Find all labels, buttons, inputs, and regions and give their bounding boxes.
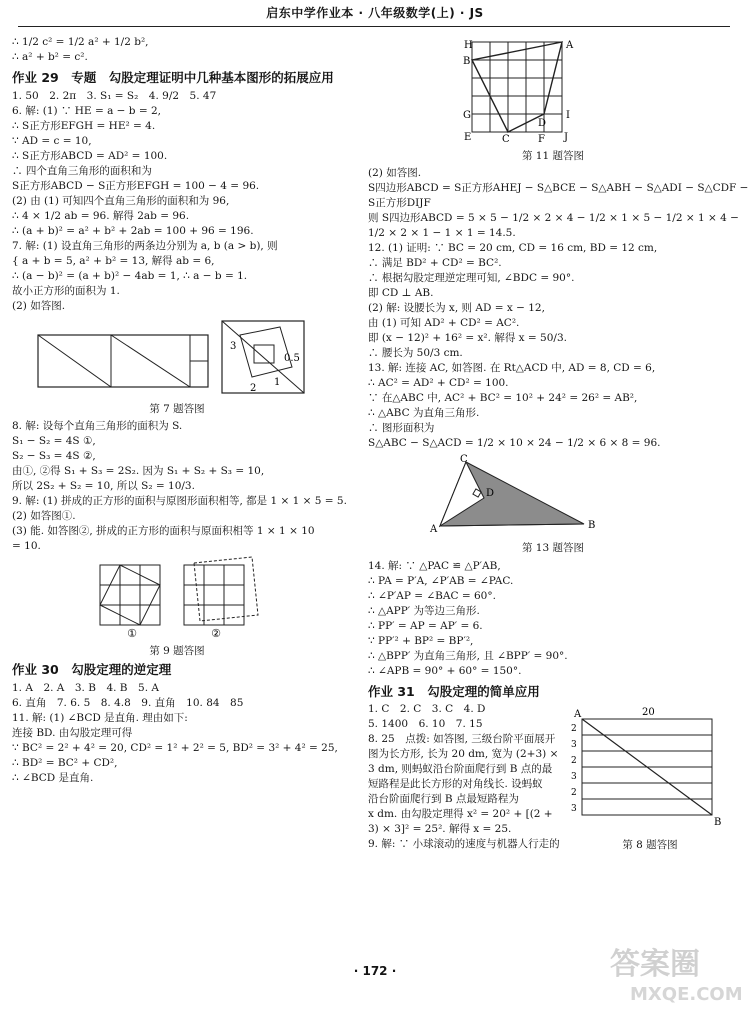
fig11-label: F [538, 134, 545, 144]
text-line: 1/2 × 2 × 1 − 1 × 1 = 14.5. [368, 227, 516, 240]
text-line: ∴ 图形面积为 [368, 422, 435, 435]
fig9-mark-2: ② [211, 626, 221, 639]
text-line: ∴ (a − b)² = (a + b)² − 4ab = 1, ∴ a − b = 1. [12, 269, 248, 282]
fig13-label: A [430, 524, 438, 536]
text-line: ∴ △APP′ 为等边三角形. [368, 604, 480, 617]
text-line: ∴ ∠P′AP = ∠BAC = 60°. [368, 589, 496, 602]
text-line: x dm. 由勾股定理得 x² = 20² + [(2 + [368, 808, 553, 821]
watermark-url: MXQE.COM [630, 984, 743, 1005]
figure-13 [368, 452, 738, 536]
fig8-label: B [714, 817, 722, 829]
text-line: 5. 1400 6. 10 7. 15 [368, 718, 483, 731]
text-line: 3) × 3]² = 25². 解得 x = 25. [368, 823, 512, 836]
text-line: ∴ PA = P′A, ∠P′AB = ∠PAC. [368, 574, 514, 587]
left-column [12, 36, 347, 787]
text-line: S正方形ABCD − S正方形EFGH = 100 − 4 = 96. [12, 179, 260, 192]
text-line: ∵ 在△ABC 中, AC² + BC² = 10² + 24² = 26² = AB², [368, 392, 638, 405]
text-line: 1. 50 2. 2π 3. S₁ = S₂ 4. 9/2 5. 47 [12, 89, 217, 102]
text-line: 故小正方形的面积为 1. [12, 284, 120, 297]
fig11-label: B [463, 56, 471, 67]
text-line: S₂ − S₃ = 4S ②, [12, 449, 96, 462]
text-line: 7. 解: (1) 设直角三角形的两条边分别为 a, b (a > b), 则 [12, 239, 278, 252]
text-line: 14. 解: ∵ △PAC ≌ △P′AB, [368, 559, 501, 572]
hw31-title: 作业 31 勾股定理的简单应用 [368, 683, 540, 699]
text-line: ∴ △BPP′ 为直角三角形, 且 ∠BPP′ = 90°. [368, 649, 568, 662]
text-line: (2) 如答图. [368, 167, 422, 180]
text-line: ∴ S正方形ABCD = AD² = 100. [12, 149, 168, 162]
text-line: 即 (x − 12)² + 16² = x². 解得 x = 50/3. [368, 332, 567, 345]
text-line: S△ABC − S△ACD = 1/2 × 10 × 24 − 1/2 × 6 × 8 = 96. [368, 437, 661, 450]
text-line: 沿台阶面爬行到 B 点最短路程为 [368, 793, 519, 806]
text-line: ∴ 四个直角三角形的面积和为 [12, 164, 152, 177]
text-line: 所以 2S₂ + S₂ = 10, 所以 S₂ = 10/3. [12, 479, 195, 492]
fig11-label: I [566, 110, 570, 121]
fig11-label: G [463, 110, 471, 121]
fig7-label: 1 [274, 376, 281, 388]
text-line: ∴ S正方形EFGH = HE² = 4. [12, 119, 156, 132]
page-number: · 172 · [353, 964, 397, 978]
text-line: S₁ − S₂ = 4S ①, [12, 434, 96, 447]
figure-9 [12, 555, 342, 639]
fig8-label: 3 [571, 772, 577, 783]
text-line: ∵ PP′² + BP² = BP′², [368, 634, 474, 647]
fig8-label: 3 [571, 740, 577, 751]
text-line: 即 CD ⊥ AB. [368, 287, 434, 300]
text-line: 1. A 2. A 3. B 4. B 5. A [12, 681, 159, 694]
fig11-label: E [464, 132, 472, 143]
text-line: S正方形DIJF [368, 197, 431, 210]
text-line: ∴ 4 × 1/2 ab = 96. 解得 2ab = 96. [12, 209, 190, 222]
text-line: ∴ ∠APB = 90° + 60° = 150°. [368, 664, 522, 677]
fig8-label: 2 [571, 724, 577, 735]
fig7-label: 2 [250, 382, 257, 394]
text-line: 由①, ②得 S₁ + S₃ = 2S₂. 因为 S₁ + S₂ + S₃ = 10, [12, 464, 265, 477]
text-line: ∴ △ABC 为直角三角形. [368, 407, 480, 420]
figure-7 [12, 315, 342, 397]
text-line: (2) 如答图①. [12, 509, 76, 522]
text-line: 短路程是此长方形的对角线长. 设蚂蚁 [368, 778, 543, 791]
fig13-label: B [588, 520, 596, 532]
text-line: (2) 由 (1) 可知四个直角三角形的面积和为 96, [12, 194, 230, 207]
text-line: ∴ a² + b² = c². [12, 51, 88, 63]
text-line: 6. 解: (1) ∵ HE = a − b = 2, [12, 104, 162, 117]
text-line: ∴ ∠BCD 是直角. [12, 771, 94, 784]
page-header: 启东中学作业本 · 八年级数学(上) · JS [266, 6, 484, 20]
fig8-caption: 第 8 题答图 [622, 839, 678, 852]
text-line: 8. 解: 设每个直角三角形的面积为 S. [12, 419, 183, 432]
fig11-caption: 第 11 题答图 [521, 150, 585, 163]
fig7-label: 0.5 [284, 352, 300, 364]
text-line: ∵ BC² = 2² + 4² = 20, CD² = 1² + 2² = 5, BD² = 3² + 4² = 25, [12, 741, 338, 754]
text-line: ∴ 1/2 c² = 1/2 a² + 1/2 b², [12, 36, 149, 48]
fig7-label: 3 [230, 340, 237, 352]
fig9-mark-1: ① [127, 626, 137, 639]
text-line: 则 S四边形ABCD = 5 × 5 − 1/2 × 2 × 4 − 1/2 × 1 × 5 − 1/2 × 1 × 4 − [368, 212, 739, 225]
watermark-logo: 答案圈 [610, 947, 700, 982]
header-rule [18, 26, 730, 27]
text-line: = 10. [12, 539, 41, 552]
fig13-label: D [486, 488, 495, 500]
text-line: 9. 解: ∵ 小球滚动的速度与机器人行走的 [368, 838, 560, 851]
fig13-caption: 第 13 题答图 [521, 542, 585, 555]
text-line: 3 dm, 则蚂蚁沿台阶面爬行到 B 点的最 [368, 763, 553, 776]
fig8-label: 2 [571, 788, 577, 799]
fig7-caption: 第 7 题答图 [149, 402, 205, 415]
figure-11 [368, 36, 738, 144]
text-line: (2) 解: 设腰长为 x, 则 AD = x − 12, [368, 302, 545, 315]
text-line: 8. 25 点拨: 如答图, 三级台阶平面展开 [368, 733, 556, 746]
text-line: 图为长方形, 长为 20 dm, 宽为 (2+3) × [368, 748, 559, 761]
text-line: ∴ 根据勾股定理逆定理可知, ∠BDC = 90°. [368, 272, 575, 285]
fig11-label: H [464, 40, 473, 51]
right-column [368, 36, 749, 856]
text-line: (3) 能. 如答图②, 拼成的正方形的面积与原面积相等 1 × 1 × 10 [12, 524, 315, 537]
fig8-label: 3 [571, 804, 577, 815]
fig8-label: A [574, 709, 582, 721]
text-line: ∴ (a + b)² = a² + b² + 2ab = 100 + 96 = 196. [12, 224, 254, 237]
hw29-title: 作业 29 专题 勾股定理证明中几种基本图形的拓展应用 [12, 70, 334, 85]
fig11-label: D [538, 118, 547, 129]
figure-8 [562, 703, 738, 833]
fig8-label: 20 [642, 707, 655, 719]
text-line: 6. 直角 7. 6. 5 8. 4.8 9. 直角 10. 84 85 [12, 696, 244, 709]
hw30-title: 作业 30 勾股定理的逆定理 [12, 662, 172, 678]
fig13-label: C [460, 454, 468, 466]
text-line: ∴ AC² = AD² + CD² = 100. [368, 377, 509, 390]
text-line: 由 (1) 可知 AD² + CD² = AC². [368, 317, 520, 330]
text-line: S四边形ABCD = S正方形AHEJ − S△BCE − S△ABH − S△ADI − S△CDF − [368, 182, 749, 195]
fig9-caption: 第 9 题答图 [149, 645, 205, 657]
text-line: ∴ 满足 BD² + CD² = BC². [368, 257, 502, 270]
text-line: 9. 解: (1) 拼成的正方形的面积与原图形面积相等, 都是 1 × 1 × 5 = 5. [12, 494, 347, 507]
text-line: 12. (1) 证明: ∵ BC = 20 cm, CD = 16 cm, BD = 12 cm, [368, 242, 658, 255]
text-line: 1. C 2. C 3. C 4. D [368, 703, 486, 716]
fig8-label: 2 [571, 756, 577, 767]
text-line: 连接 BD. 由勾股定理可得 [12, 726, 133, 739]
text-line: { a + b = 5, a² + b² = 13, 解得 ab = 6, [12, 254, 215, 267]
text-line: ∴ PP′ = AP = AP′ = 6. [368, 619, 483, 632]
fig11-label: C [502, 134, 510, 144]
fig11-label: A [566, 40, 574, 51]
text-line: ∴ 腰长为 50/3 cm. [368, 347, 463, 360]
text-line: (2) 如答图. [12, 299, 66, 312]
fig11-label: J [564, 132, 569, 143]
text-line: ∴ BD² = BC² + CD², [12, 756, 118, 769]
text-line: ∵ AD = c = 10, [12, 134, 92, 147]
text-line: 11. 解: (1) ∠BCD 是直角. 理由如下: [12, 711, 188, 724]
text-line: 13. 解: 连接 AC, 如答图. 在 Rt△ACD 中, AD = 8, CD = 6, [368, 362, 656, 375]
